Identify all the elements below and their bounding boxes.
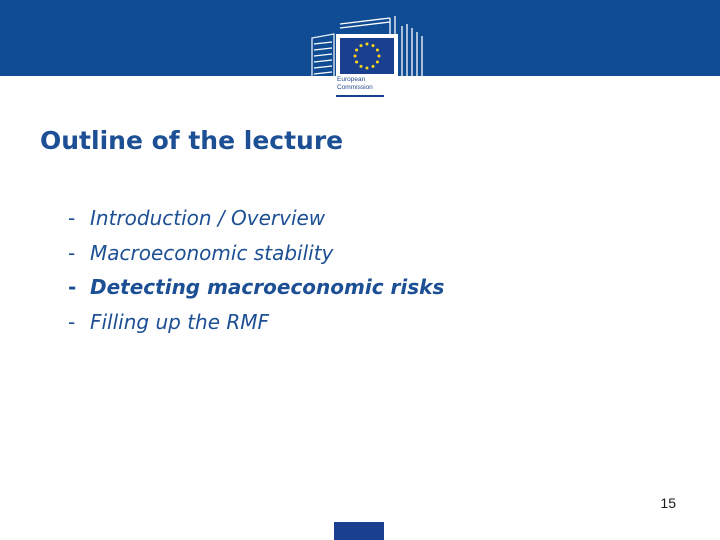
outline-item-text: Macroeconomic stability (90, 240, 334, 265)
outline-item-1 (68, 201, 444, 236)
footer-bar (334, 522, 384, 540)
logo-line-2: Commission (337, 83, 373, 91)
outline-item-4 (68, 305, 444, 340)
outline-item-marker: - (68, 275, 77, 299)
outline-item-text: Detecting macroeconomic risks (90, 275, 445, 299)
outline-item-text: Introduction / Overview (90, 206, 326, 230)
outline-item-text: Filling up the RMF (90, 309, 270, 334)
page-number: 15 (660, 495, 676, 511)
outline-item-3 (68, 270, 444, 305)
outline-item-marker: - (68, 240, 76, 265)
logo-line-1: European (337, 76, 366, 83)
outline-item-marker: - (68, 206, 76, 230)
outline-list (68, 201, 444, 339)
logo-wordmark (337, 76, 397, 91)
logo-underline (336, 95, 384, 97)
outline-item-marker: - (68, 309, 76, 334)
outline-item-2 (68, 236, 444, 271)
slide-title: Outline of the lecture (40, 126, 344, 155)
